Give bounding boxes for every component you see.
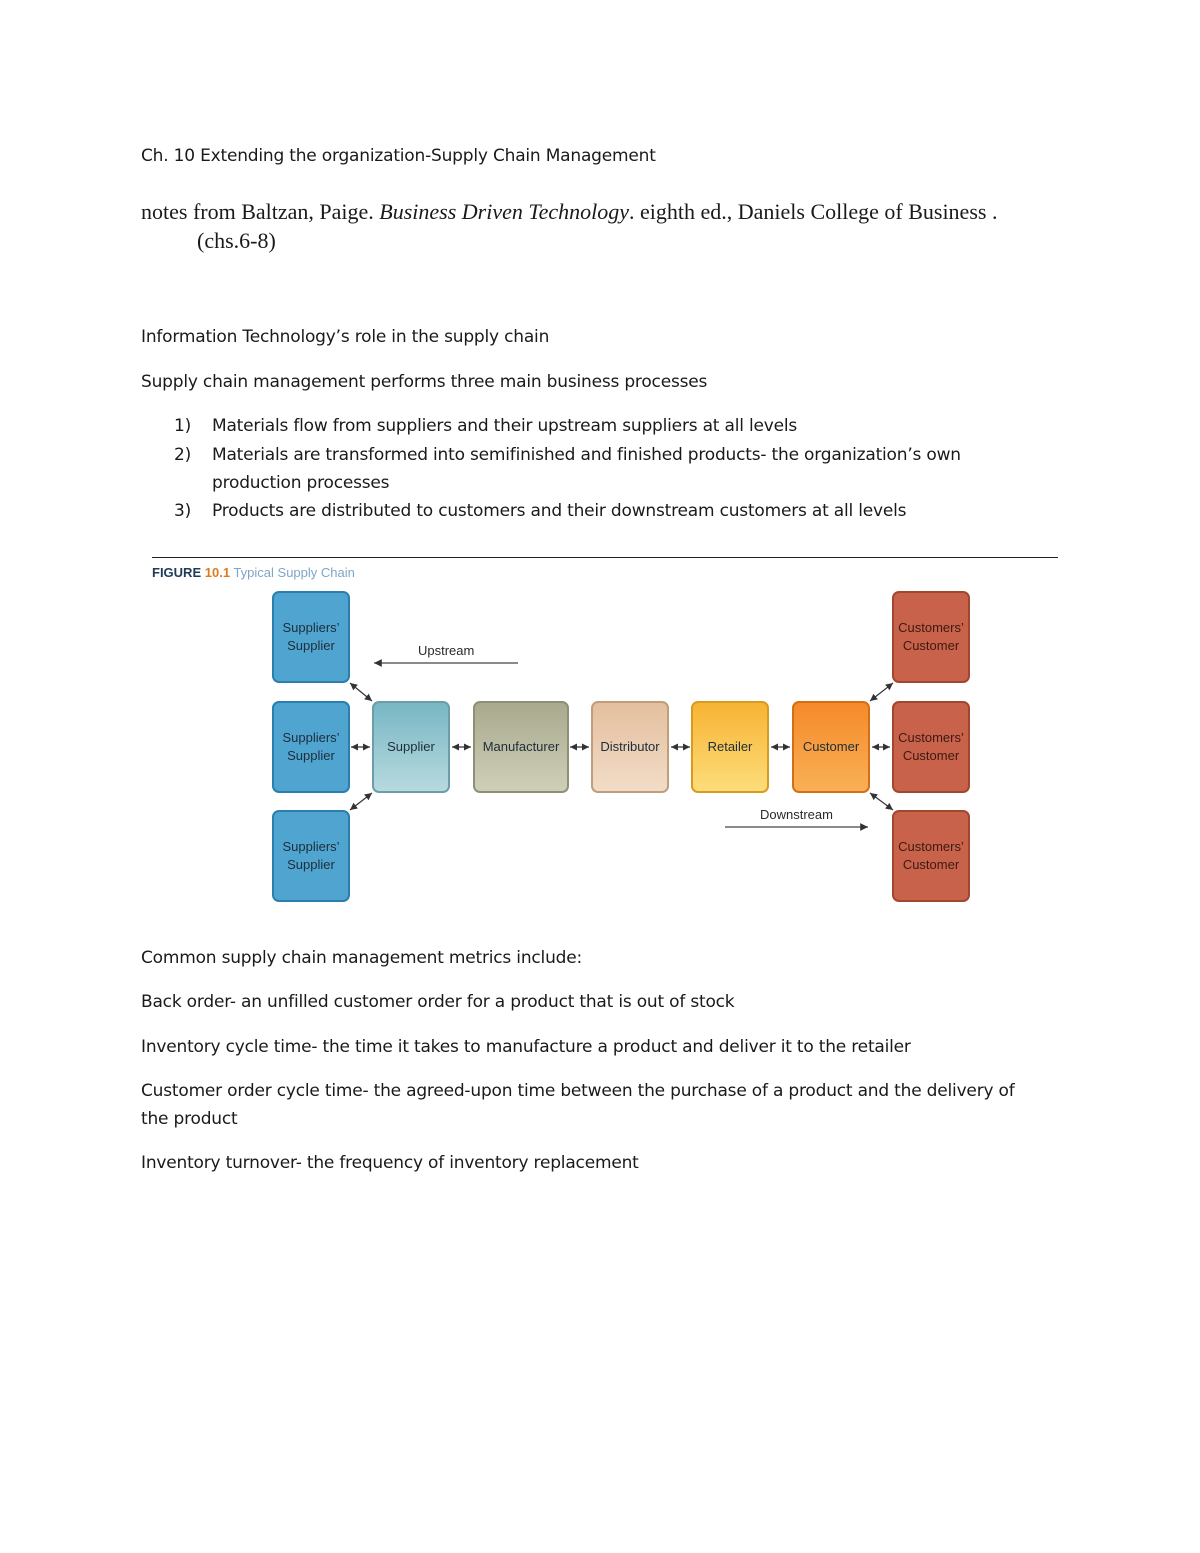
citation-book-title: Business Driven Technology: [379, 199, 629, 224]
figure-label: FIGURE: [152, 565, 202, 580]
node-suppliers-supplier: Suppliers’ Supplier: [272, 591, 350, 683]
intro-text: Supply chain management performs three main business processes: [141, 372, 708, 392]
list-text: Materials flow from suppliers and their upstream suppliers at all levels: [212, 416, 798, 436]
node-customers-customer: Customers’ Customer: [892, 591, 970, 683]
metric-inventory-cycle-time: Inventory cycle time- the time it takes to manufacture a product and deliver it to the retailer: [141, 1037, 911, 1057]
node-retailer: Retailer: [691, 701, 769, 793]
metric-customer-order-cycle-time: Customer order cycle time- the agreed-upon time between the purchase of a product and the delivery of: [141, 1081, 1015, 1101]
node-supplier: Supplier: [372, 701, 450, 793]
node-manufacturer: Manufacturer: [473, 701, 569, 793]
node-suppliers-supplier: Suppliers’ Supplier: [272, 810, 350, 902]
list-text: Materials are transformed into semifinished and finished products- the organization’s own: [212, 445, 961, 465]
upstream-label: Upstream: [418, 643, 475, 658]
connector-arrow: [350, 683, 372, 701]
node-distributor: Distributor: [591, 701, 669, 793]
connector-arrow: [870, 793, 893, 810]
node-customers-customer: Customers’ Customer: [892, 701, 970, 793]
citation-chapters: (chs.6-8): [197, 228, 276, 253]
metrics-heading: Common supply chain management metrics include:: [141, 948, 583, 968]
list-number: 1): [174, 416, 192, 436]
downstream-label: Downstream: [760, 807, 833, 822]
list-number: 2): [174, 445, 192, 465]
node-customers-customer: Customers’ Customer: [892, 810, 970, 902]
figure-number: 10.1: [204, 565, 231, 580]
metric-customer-order-cycle-time-continued: the product: [141, 1109, 238, 1129]
node-suppliers-supplier: Suppliers’ Supplier: [272, 701, 350, 793]
list-text-continued: production processes: [212, 473, 390, 493]
citation-prefix: notes from Baltzan, Paige.: [141, 199, 380, 224]
connector-arrow: [870, 683, 893, 701]
list-number: 3): [174, 501, 192, 521]
page-title: Ch. 10 Extending the organization-Supply Chain Management: [141, 146, 656, 166]
metric-back-order: Back order- an unfilled customer order for a product that is out of stock: [141, 992, 735, 1012]
figure-caption-text: Typical Supply Chain: [233, 565, 355, 580]
section-heading: Information Technology’s role in the supply chain: [141, 327, 550, 347]
connector-arrow: [350, 793, 372, 810]
citation-suffix: . eighth ed., Daniels College of Business .: [629, 199, 998, 224]
list-text: Products are distributed to customers and their downstream customers at all levels: [212, 501, 907, 521]
node-customer: Customer: [792, 701, 870, 793]
metric-inventory-turnover: Inventory turnover- the frequency of inventory replacement: [141, 1153, 639, 1173]
